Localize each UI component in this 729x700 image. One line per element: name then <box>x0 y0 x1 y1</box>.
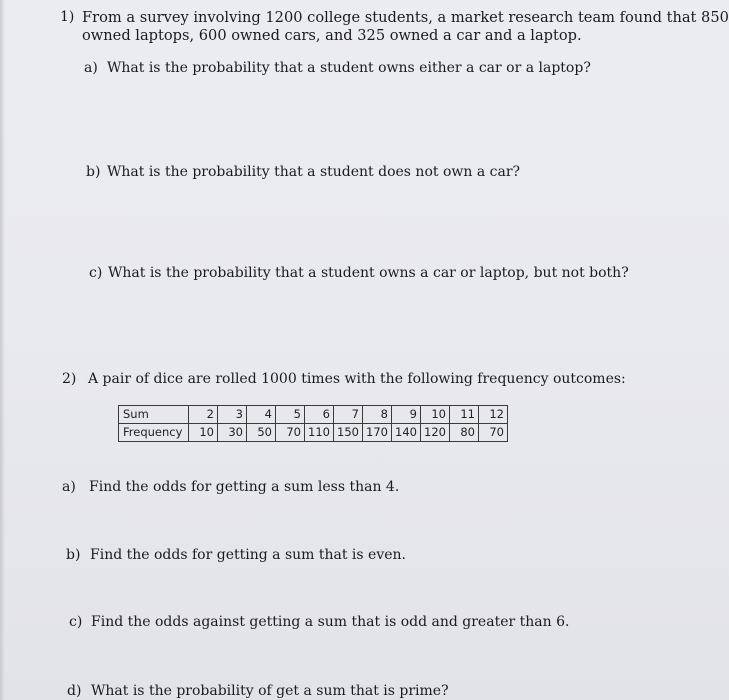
question-2d-label: d) <box>67 683 82 699</box>
frequency-cell: 140 <box>392 424 421 442</box>
sum-cell: 12 <box>479 406 508 424</box>
question-2c-text: Find the odds against getting a sum that is odd and greater than 6. <box>91 614 570 630</box>
sum-cell: 11 <box>450 406 479 424</box>
frequency-cell: 70 <box>276 424 305 442</box>
row-header-sum: Sum <box>119 406 189 424</box>
question-1c-text: What is the probability that a student owns a car or laptop, but not both? <box>108 265 629 281</box>
frequency-cell: 80 <box>450 424 479 442</box>
question-1-number: 1) <box>60 9 75 25</box>
sum-cell: 8 <box>363 406 392 424</box>
frequency-cell: 50 <box>247 424 276 442</box>
frequency-cell: 110 <box>305 424 334 442</box>
frequency-cell: 30 <box>218 424 247 442</box>
question-2b-label: b) <box>66 547 81 563</box>
question-2c-label: c) <box>69 614 83 630</box>
question-2b-text: Find the odds for getting a sum that is even. <box>90 547 406 563</box>
frequency-cell: 150 <box>334 424 363 442</box>
question-1-text-line-2: owned laptops, 600 owned cars, and 325 owned a car and a laptop. <box>82 27 582 44</box>
question-2-number: 2) <box>62 371 77 387</box>
frequency-cell: 170 <box>363 424 392 442</box>
table-row-sum <box>119 406 508 424</box>
sum-cell: 7 <box>334 406 363 424</box>
row-header-frequency: Frequency <box>119 424 189 442</box>
frequency-cell: 70 <box>479 424 508 442</box>
table-row-frequency <box>119 424 508 442</box>
question-2a-label: a) <box>62 479 76 495</box>
question-1c-label: c) <box>89 265 103 281</box>
sum-cell: 3 <box>218 406 247 424</box>
frequency-cell: 120 <box>421 424 450 442</box>
dice-frequency-table <box>118 405 508 442</box>
question-1a-text: What is the probability that a student owns either a car or a laptop? <box>107 60 591 76</box>
sum-cell: 10 <box>421 406 450 424</box>
page-edge-shadow <box>0 0 5 700</box>
sum-cell: 9 <box>392 406 421 424</box>
question-1b-text: What is the probability that a student does not own a car? <box>107 164 521 180</box>
question-1a-label: a) <box>84 60 98 76</box>
question-1b-label: b) <box>86 164 101 180</box>
sum-cell: 6 <box>305 406 334 424</box>
sum-cell: 4 <box>247 406 276 424</box>
question-2a-text: Find the odds for getting a sum less than 4. <box>89 479 400 495</box>
question-1-text-line-1: From a survey involving 1200 college students, a market research team found that 850 <box>82 9 729 26</box>
sum-cell: 5 <box>276 406 305 424</box>
sum-cell: 2 <box>189 406 218 424</box>
question-2-text: A pair of dice are rolled 1000 times with the following frequency outcomes: <box>88 371 626 387</box>
frequency-cell: 10 <box>189 424 218 442</box>
question-2d-text: What is the probability of get a sum that is prime? <box>91 683 449 699</box>
